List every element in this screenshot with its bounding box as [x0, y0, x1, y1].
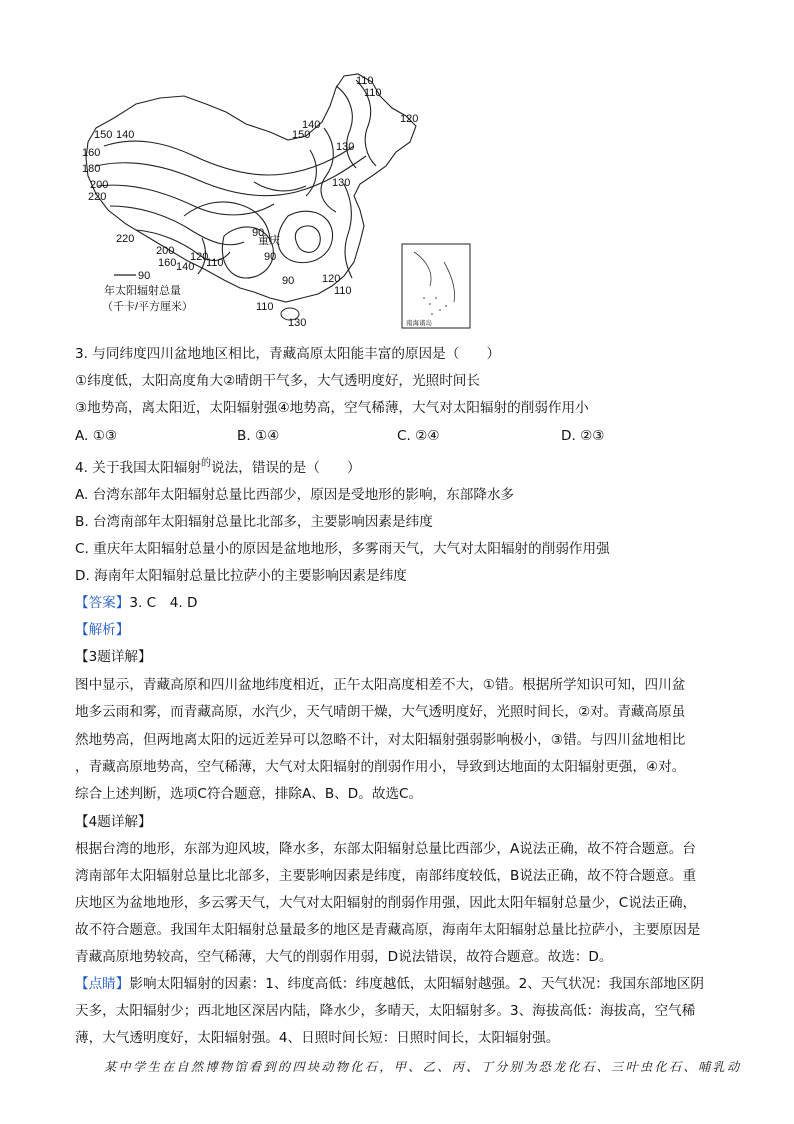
q4-option-d: D. 海南年太阳辐射总量比拉萨小的主要影响因素是纬度 [75, 568, 407, 584]
tip-line: 天多，太阳辐射少；西北地区深居内陆，降水少，多晴天，太阳辐射多。3、海拔高低：海拔高，空气稀 [75, 1003, 696, 1019]
detail3-line: ，青藏高原地势高，空气稀薄，大气对太阳辐射的削弱作用小，导致到达地面的太阳辐射更强，④对。 [75, 759, 686, 775]
isoline-label: 90 [252, 227, 265, 239]
isoline-label: 120 [400, 113, 419, 125]
q3-option-d: D. ②③ [561, 428, 605, 444]
q4-stem-sup: 的 [201, 458, 212, 469]
legend-unit: （千卡/平方厘米） [102, 301, 194, 313]
inset-caption: 南海诸岛 [406, 320, 432, 327]
solar-radiation-map [74, 66, 478, 332]
detail4-line: 青藏高原地势较高，空气稀薄，大气的削弱作用弱，D说法错误，故符合题意。故选：D。 [75, 949, 613, 965]
tip: 【点睛】影响太阳辐射的因素：1、纬度高低：纬度越低，太阳辐射越强。2、天气状况：我国东部地区阴 [75, 976, 705, 992]
next-question-preview: 某中学生在自然博物馆看到的四块动物化石，甲、乙、丙、丁分别为恐龙化石、三叶虫化石、哺乳动 [104, 1060, 742, 1074]
q3-stem: 3. 与同纬度四川盆地地区相比，青藏高原太阳能丰富的原因是（ ） [75, 346, 501, 362]
q4-option-b: B. 台湾南部年太阳辐射总量比北部多，主要影响因素是纬度 [75, 514, 433, 530]
detail3-line: 图中显示，青藏高原和四川盆地纬度相近，正午太阳高度相差不大，①错。根据所学知识可知，四川盆 [75, 677, 686, 693]
isoline-label: 130 [332, 177, 351, 189]
q3-option-a: A. ①③ [75, 428, 118, 444]
isoline-label: 110 [364, 87, 382, 99]
isoline-label: 110 [206, 257, 224, 269]
detail3-line: 综合上述判断，选项C符合题意，排除A、B、D。故选C。 [75, 786, 423, 802]
isoline-label: 90 [282, 275, 295, 287]
legend-value: 90 [138, 270, 151, 282]
china-isoline-map [74, 66, 478, 332]
tip-tag: 【点睛】 [75, 976, 130, 992]
isoline-label: 130 [336, 141, 355, 153]
q4-option-c: C. 重庆年太阳辐射总量小的原因是盆地地形，多雾雨天气，大气对太阳辐射的削弱作用强 [75, 541, 610, 557]
isoline-label: 110 [334, 285, 352, 297]
china-outline [86, 74, 419, 302]
isoline-label: 160 [82, 147, 101, 159]
q3-statement-1: ①纬度低，太阳高度角大②晴朗干气多，大气透明度好，光照时间长 [75, 373, 480, 389]
detail4-tag: 【4题详解】 [75, 814, 152, 830]
inset-frame [402, 244, 470, 328]
detail3-line: 地多云雨和雾，而青藏高原，水汽少，天气晴朗干燥，大气透明度好，光照时间长，②对。青藏高原虽 [75, 704, 686, 720]
isoline-label: 110 [356, 75, 374, 87]
isoline-label: 220 [116, 233, 135, 245]
answer-text: 3. C 4. D [129, 595, 198, 611]
analysis-tag: 【解析】 [75, 622, 130, 638]
tip-line: 薄，大气透明度好，太阳辐射强。4、日照时间长短：日照时间长，太阳辐射强。 [75, 1030, 560, 1046]
detail3-line: 然地势高，但两地离太阳的远近差异可以忽略不计，对太阳辐射强弱影响极小，③错。与四川盆地相比 [75, 732, 686, 748]
detail4-line: 庆地区为盆地地形，多云雾天气，大气对太阳辐射的削弱作用强，因此太阳年辐射总量少，C说法正确， [75, 895, 697, 911]
q3-statement-2: ③地势高，离太阳近，太阳辐射强④地势高，空气稀薄，大气对太阳辐射的削弱作用小 [75, 400, 589, 416]
isoline-label: 110 [256, 301, 274, 313]
q4-stem: 4. 关于我国太阳辐射$^的$说法，错误的是（ ） [75, 458, 361, 476]
isoline-label: 200 [156, 245, 175, 257]
isoline-label: 160 [158, 257, 177, 269]
isoline-label: 140 [302, 119, 321, 131]
isoline-label: 120 [190, 251, 209, 263]
isoline-label: 130 [288, 317, 307, 329]
q4-option-a: A. 台湾东部年太阳辐射总量比西部少，原因是受地形的影响，东部降水多 [75, 487, 515, 503]
isoline-label: 120 [322, 273, 341, 285]
isoline-label: 150 [292, 129, 311, 141]
answer [75, 593, 198, 613]
isoline-label: 140 [116, 129, 135, 141]
detail3-tag: 【3题详解】 [75, 649, 152, 665]
q3-option-c: C. ②④ [397, 428, 440, 444]
answer-tag: 【答案】 [75, 595, 130, 611]
city-label-chongqing: 重庆 [258, 235, 280, 247]
detail4-line: 根据台湾的地形，东部为迎风坡，降水多，东部太阳辐射总量比西部少，A说法正确，故不符合题意。台 [75, 841, 697, 857]
isoline-label: 150 [94, 129, 113, 141]
detail4-line: 故不符合题意。我国年太阳辐射总量最多的地区是青藏高原，海南年太阳辐射总量比拉萨小，主要原因是 [75, 922, 701, 938]
isoline-label: 180 [82, 163, 101, 175]
detail4-line: 湾南部年太阳辐射总量比北部多，主要影响因素是纬度，南部纬度较低，B说法正确，故不符合题意。重 [75, 868, 697, 884]
isoline-label: 220 [88, 191, 107, 203]
legend-title: 年太阳辐射总量 [104, 285, 181, 297]
isoline-label: 140 [176, 261, 195, 273]
q3-option-b: B. ①④ [237, 428, 280, 444]
isoline-label: 200 [90, 179, 109, 191]
isoline-label: 90 [264, 251, 277, 263]
